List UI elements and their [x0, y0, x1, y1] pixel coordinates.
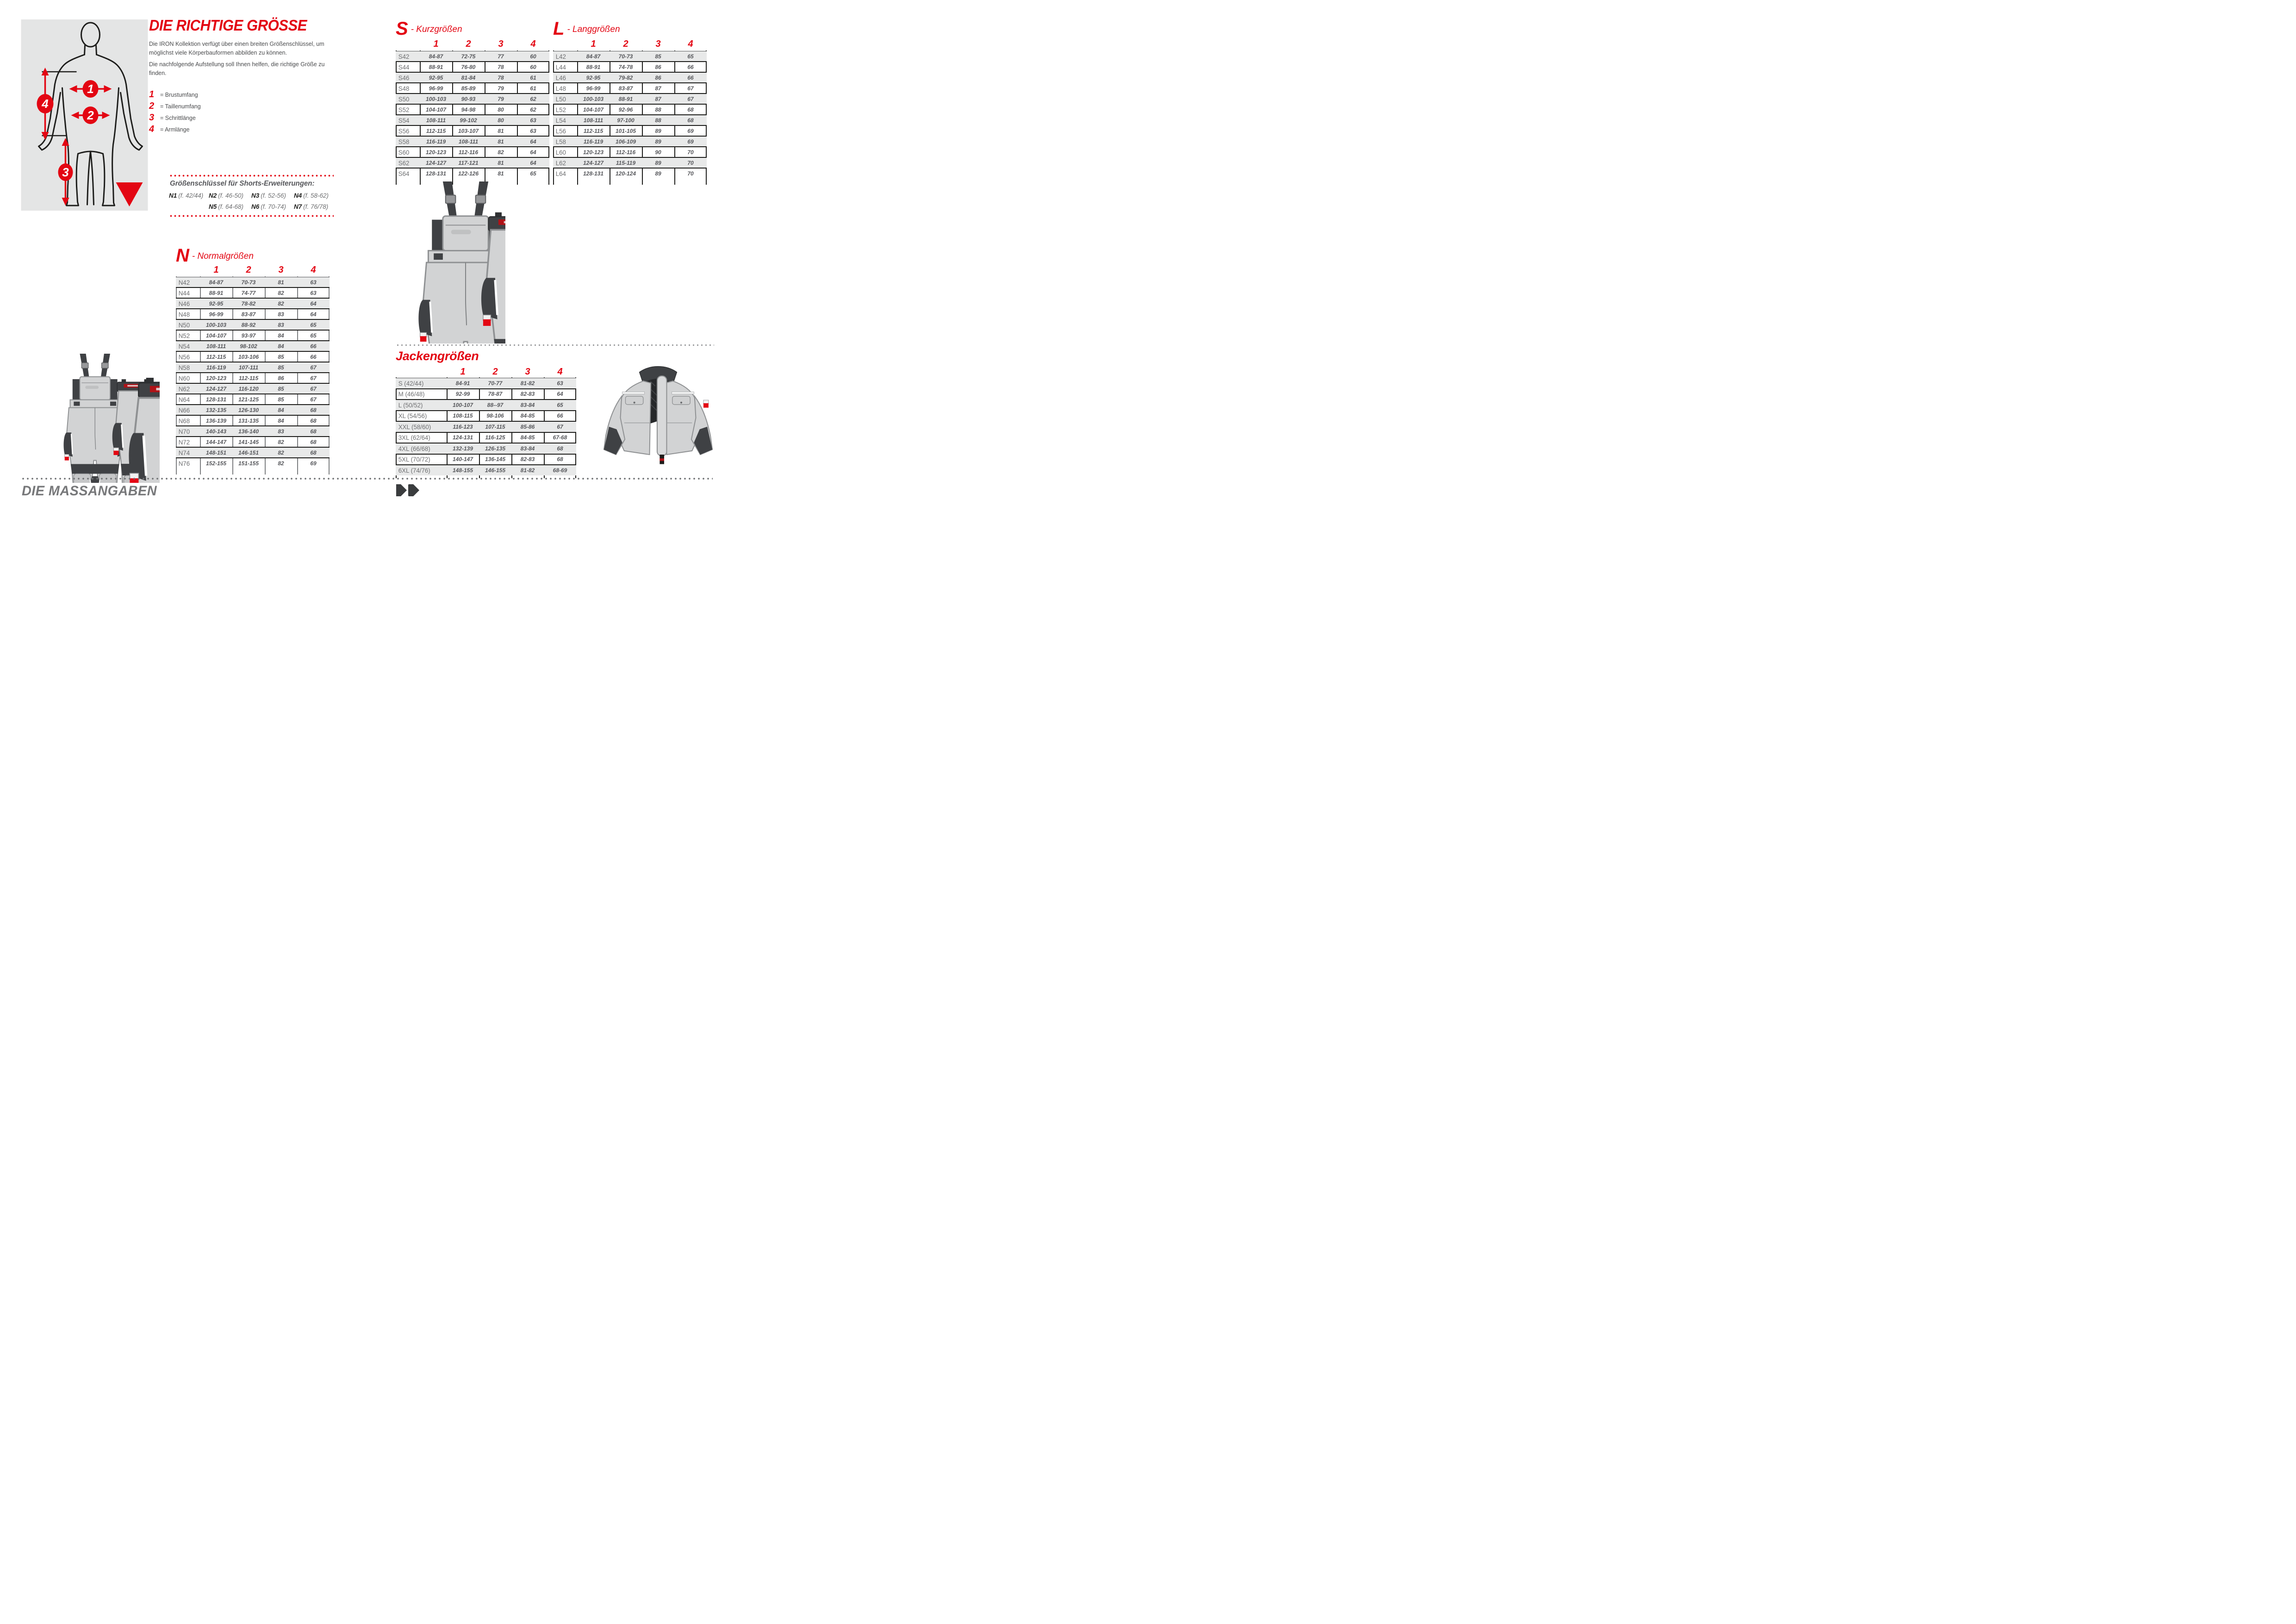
table-row: S60 120-123 112-116 82 64 — [396, 146, 549, 157]
column-headers-s — [420, 39, 549, 50]
shorts-key-entry: N5 (f. 64-68) — [209, 203, 244, 210]
table-row: L50 100-103 88-91 87 67 — [553, 93, 707, 104]
size-label: L58 — [555, 137, 566, 145]
size-label: S48 — [398, 84, 410, 92]
intro-paragraph-2: Die nachfolgende Aufstellung soll Ihnen helfen, die richtige Größe zu finden. — [149, 61, 325, 76]
table-row: N66 132-135 126-130 84 68 — [176, 404, 330, 415]
table-row: XL (54/56) 108-115 98-106 84-85 66 — [396, 410, 576, 421]
diagram-number-4: 4 — [42, 97, 49, 111]
table-row: 6XL (74/76) 148-155 146-155 81-82 68-69 — [396, 464, 576, 475]
bottom-divider-dotted — [21, 477, 713, 480]
intro-paragraph-1: Die IRON Kollektion verfügt über einen breiten Größenschlüssel, um möglichst viele Körperbauformen abbilden zu können. — [149, 41, 324, 56]
size-label: S52 — [398, 106, 410, 113]
table-row: N62 124-127 116-120 85 67 — [176, 383, 330, 394]
size-label: L54 — [555, 116, 566, 124]
size-label: N62 — [178, 385, 190, 393]
table-row: L46 92-95 79-82 86 66 — [553, 72, 707, 82]
table-row: N70 140-143 136-140 83 68 — [176, 425, 330, 436]
shorts-key-title: Größenschlüssel für Shorts-Erweiterungen: — [170, 180, 315, 187]
size-label: L62 — [555, 159, 566, 167]
garment-trio-illustration — [7, 351, 160, 483]
column-header-3: 3 — [498, 39, 504, 49]
legend-label: = Schrittlänge — [160, 114, 196, 121]
column-header-3: 3 — [525, 367, 530, 377]
size-label: N50 — [178, 321, 190, 329]
size-label: 6XL (74/76) — [398, 466, 430, 474]
dotted-border-bottom — [169, 215, 334, 217]
size-label: S50 — [398, 95, 410, 103]
body-measurement-diagram — [21, 19, 148, 211]
size-table-jackets — [396, 378, 576, 475]
size-label: N60 — [178, 374, 190, 382]
column-header-3: 3 — [655, 39, 661, 49]
size-label: L56 — [555, 127, 566, 135]
size-label: S56 — [398, 127, 410, 135]
size-label: L42 — [555, 52, 566, 60]
size-label: S62 — [398, 159, 410, 167]
table-row: L44 88-91 74-78 86 66 — [553, 61, 707, 72]
column-headers-l — [577, 39, 707, 50]
table-row: L58 116-119 106-109 89 69 — [553, 136, 707, 146]
section-name: - Kurzgrößen — [411, 25, 462, 34]
size-label: L60 — [555, 148, 566, 156]
table-row: N72 144-147 141-145 82 68 — [176, 436, 330, 447]
jacket-illustration — [603, 362, 714, 467]
table-row: 4XL (66/68) 132-139 126-135 83-84 68 — [396, 443, 576, 454]
size-label: 3XL (62/64) — [398, 434, 430, 442]
column-header-1: 1 — [433, 39, 439, 49]
table-row: N52 104-107 93-97 84 65 — [176, 330, 330, 340]
size-label: N68 — [178, 417, 190, 425]
shorts-key-entry: N2 (f. 46-50) — [209, 192, 244, 199]
section-letter: N — [176, 245, 189, 266]
size-label: N48 — [178, 310, 190, 318]
size-label: N74 — [178, 449, 190, 456]
legend-item — [149, 100, 201, 112]
table-row: L64 128-131 120-124 89 70 — [553, 168, 707, 178]
column-header-4: 4 — [688, 39, 693, 49]
legend-label: = Armlänge — [160, 126, 190, 133]
table-row: S44 88-91 76-80 78 60 — [396, 61, 549, 72]
table-row: N42 84-87 70-73 81 63 — [176, 277, 330, 287]
table-row: N54 108-111 98-102 84 66 — [176, 340, 330, 351]
size-table-kurzgroessen — [396, 51, 549, 178]
table-row: S52 104-107 94-98 80 62 — [396, 104, 549, 114]
bottom-section-title: DIE MASSANGABEN — [22, 483, 157, 499]
table-row: 3XL (62/64) 124-131 116-125 84-85 67-68 — [396, 432, 576, 443]
size-label: N58 — [178, 363, 190, 371]
column-header-4: 4 — [557, 367, 563, 377]
size-label: XXL (58/60) — [398, 423, 431, 431]
shorts-size-key-box — [168, 170, 335, 223]
page-title: DIE RICHTIGE GRÖSSE — [149, 17, 307, 34]
jacket-sizes-title: Jackengrößen — [396, 349, 479, 363]
table-row: L56 112-115 101-105 89 69 — [553, 125, 707, 136]
size-label: M (46/48) — [398, 390, 425, 398]
table-row: S62 124-127 117-121 81 64 — [396, 157, 549, 168]
double-chevron-right-icon — [396, 483, 422, 497]
bib-overall-and-trousers-illustration — [367, 181, 505, 344]
size-label: L44 — [555, 63, 566, 71]
column-headers-n — [200, 265, 330, 275]
column-header-2: 2 — [466, 39, 471, 49]
table-row: L52 104-107 92-96 88 68 — [553, 104, 707, 114]
dotted-border-top — [169, 175, 334, 177]
size-label: N54 — [178, 342, 190, 350]
legend-item — [149, 112, 201, 124]
table-row: S42 84-87 72-75 77 60 — [396, 51, 549, 61]
table-row: N74 148-151 146-151 82 68 — [176, 447, 330, 457]
size-label: S58 — [398, 137, 410, 145]
table-row: S64 128-131 122-126 81 65 — [396, 168, 549, 178]
size-label: 4XL (66/68) — [398, 444, 430, 452]
shorts-key-row-1 — [169, 191, 334, 201]
table-row: S58 116-119 108-111 81 64 — [396, 136, 549, 146]
shorts-key-spacer — [169, 202, 209, 212]
legend-item — [149, 89, 201, 100]
legend-number: 2 — [149, 101, 155, 111]
column-headers-jackets — [447, 367, 576, 377]
legend-number: 1 — [149, 89, 155, 100]
size-label: L50 — [555, 95, 566, 103]
section-letter: S — [396, 19, 408, 39]
size-label: N72 — [178, 438, 190, 446]
table-row: S54 108-111 99-102 80 63 — [396, 114, 549, 125]
size-label: N42 — [178, 278, 190, 286]
size-label: N56 — [178, 353, 190, 361]
size-label: S64 — [398, 169, 410, 177]
diagram-number-1: 1 — [87, 82, 94, 96]
size-table-normalgroessen — [176, 277, 330, 468]
legend-number: 3 — [149, 112, 155, 123]
column-header-2: 2 — [623, 39, 628, 49]
table-row: L62 124-127 115-119 89 70 — [553, 157, 707, 168]
size-label: N66 — [178, 406, 190, 414]
section-header-normalgroessen — [176, 245, 254, 266]
column-header-4: 4 — [530, 39, 536, 49]
size-label: N64 — [178, 395, 190, 403]
column-header-1: 1 — [213, 265, 219, 275]
size-label: S60 — [398, 148, 410, 156]
shorts-key-entry: N1 (f. 42/44) — [169, 192, 204, 199]
legend-label: = Brustumfang — [160, 91, 198, 98]
size-label: N52 — [178, 331, 190, 339]
table-row: S48 96-99 85-89 79 61 — [396, 82, 549, 93]
measurement-legend — [149, 89, 201, 135]
column-header-2: 2 — [492, 367, 498, 377]
size-label: N46 — [178, 300, 190, 307]
column-header-4: 4 — [311, 265, 316, 275]
table-row: XXL (58/60) 116-123 107-115 85-86 67 — [396, 421, 576, 432]
section-name: - Normalgrößen — [192, 251, 254, 261]
size-label: L (50/52) — [398, 401, 423, 409]
diagram-number-3: 3 — [62, 165, 69, 179]
section-letter: L — [553, 19, 565, 39]
size-label: L48 — [555, 84, 566, 92]
table-row: S56 112-115 103-107 81 63 — [396, 125, 549, 136]
size-label: S44 — [398, 63, 410, 71]
size-label: L46 — [555, 74, 566, 81]
table-row: N58 116-119 107-111 85 67 — [176, 362, 330, 372]
section-divider-dotted — [396, 344, 714, 346]
size-label: 5XL (70/72) — [398, 456, 430, 463]
shorts-key-entry: N6 (f. 70-74) — [251, 203, 286, 210]
size-guide-page — [0, 0, 717, 507]
size-label: S54 — [398, 116, 410, 124]
table-row: M (46/48) 92-99 78-87 82-83 64 — [396, 388, 576, 400]
table-row: L54 108-111 97-100 88 68 — [553, 114, 707, 125]
table-row: N76 152-155 151-155 82 69 — [176, 457, 330, 468]
size-label: N70 — [178, 427, 190, 435]
table-row: N56 112-115 103-106 85 66 — [176, 351, 330, 362]
table-row: S46 92-95 81-84 78 61 — [396, 72, 549, 82]
size-label: S42 — [398, 52, 410, 60]
size-label: S (42/44) — [398, 379, 424, 387]
legend-item — [149, 124, 201, 135]
column-header-3: 3 — [278, 265, 284, 275]
column-header-1: 1 — [460, 367, 466, 377]
table-row: N50 100-103 88-92 83 65 — [176, 319, 330, 330]
table-row: 5XL (70/72) 140-147 136-145 82-83 68 — [396, 454, 576, 465]
table-row: N64 128-131 121-125 85 67 — [176, 394, 330, 404]
table-row: L48 96-99 83-87 87 67 — [553, 82, 707, 93]
shorts-key-entry: N4 (f. 58-62) — [294, 192, 329, 199]
shorts-key-entry: N3 (f. 52-56) — [251, 192, 286, 199]
table-row: L42 84-87 70-73 85 65 — [553, 51, 707, 61]
table-row: N46 92-95 78-82 82 64 — [176, 298, 330, 308]
diagram-number-2: 2 — [87, 108, 94, 122]
size-label: N44 — [178, 289, 190, 297]
legend-number: 4 — [149, 124, 155, 134]
column-header-1: 1 — [591, 39, 596, 49]
table-row: N68 136-139 131-135 84 68 — [176, 415, 330, 425]
legend-label: = Taillenumfang — [160, 103, 201, 110]
shorts-key-row-2 — [169, 202, 334, 212]
column-header-2: 2 — [246, 265, 251, 275]
size-table-langgroessen — [553, 51, 707, 178]
table-row: S50 100-103 90-93 79 62 — [396, 93, 549, 104]
table-row: N48 96-99 83-87 83 64 — [176, 308, 330, 319]
table-row: S (42/44) 84-91 70-77 81-82 63 — [396, 378, 576, 388]
section-header-kurzgroessen — [396, 19, 462, 39]
table-row: L60 120-123 112-116 90 70 — [553, 146, 707, 157]
section-name: - Langgrößen — [567, 25, 620, 34]
table-row: N60 120-123 112-115 86 67 — [176, 372, 330, 383]
shorts-key-entry: N7 (f. 76/78) — [294, 203, 329, 210]
size-label: N76 — [178, 459, 190, 467]
table-row: L (50/52) 100-107 88--97 83-84 65 — [396, 399, 576, 410]
size-label: L52 — [555, 106, 566, 113]
size-label: L64 — [555, 169, 566, 177]
size-label: XL (54/56) — [398, 412, 427, 420]
table-row: N44 88-91 74-77 82 63 — [176, 287, 330, 298]
size-label: S46 — [398, 74, 410, 81]
section-header-langgroessen — [553, 19, 620, 39]
